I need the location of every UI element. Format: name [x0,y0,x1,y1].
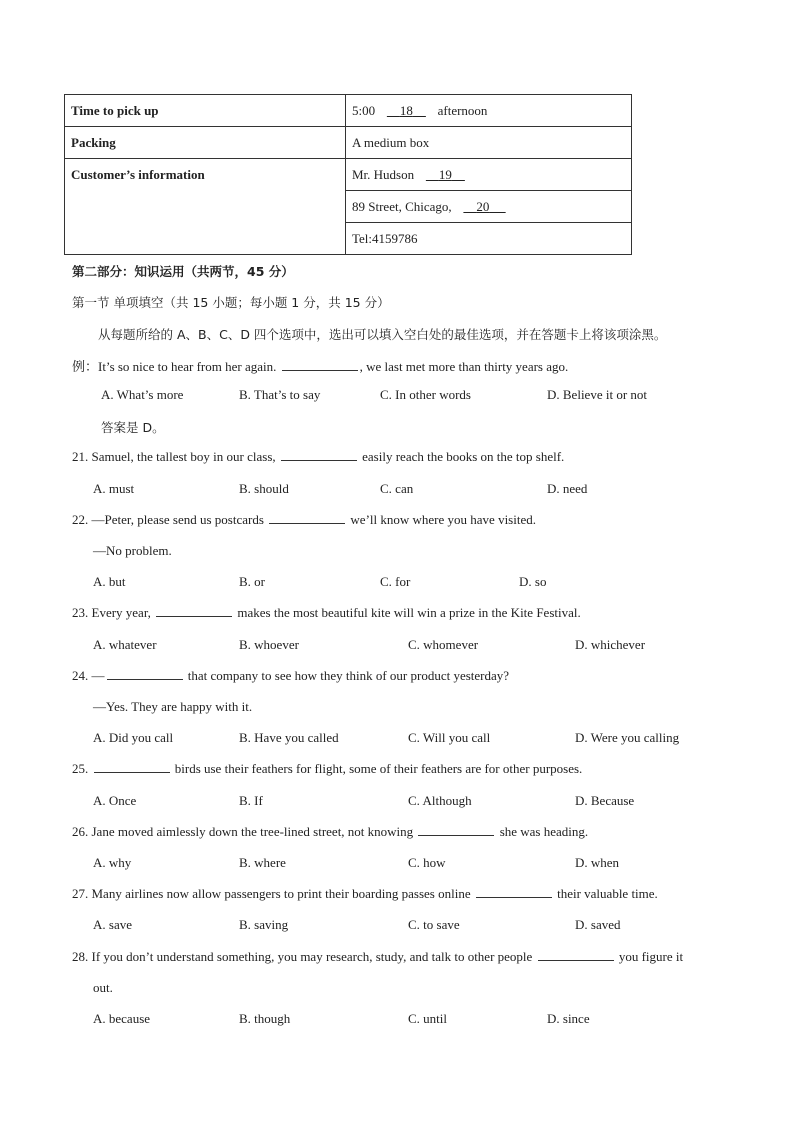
option-d[interactable]: D. Believe it or not [547,387,648,402]
row-value [346,159,632,191]
option-c[interactable]: C. for [380,574,411,589]
question-text-a: Many airlines now allow passengers to print their boarding passes online [91,886,471,901]
example-text-b: , we last met more than thirty years ago. [359,359,569,374]
question-number: 26. [72,824,89,839]
option-a[interactable]: A. What’s more [101,387,184,402]
option-b[interactable]: B. saving [239,917,289,932]
example-text-a: It’s so nice to hear from her again. [98,359,277,374]
option-d[interactable]: D. Because [575,793,635,808]
question-text-b: she was heading. [499,824,589,839]
option-a[interactable]: A. but [93,574,126,589]
question-text-b: that company to see how they think of our product yesterday? [187,668,510,683]
question-text-b: birds use their feathers for flight, some of their feathers are for other purposes. [174,761,583,776]
option-d[interactable]: D. when [575,855,620,870]
question-22 [72,512,536,528]
option-d[interactable]: D. since [547,1011,590,1026]
question-number: 27. [72,886,89,901]
row-label: Time to pick up [65,95,346,127]
row-value: Tel:4159786 [346,223,632,255]
question-25 [72,761,582,777]
option-a[interactable]: A. Once [93,793,137,808]
question-28-cont: out. [93,980,113,995]
question-number: 25. [72,761,89,776]
option-c[interactable]: C. In other words [380,387,471,402]
option-c[interactable]: C. can [380,481,414,496]
question-text-b: we’ll know where you have visited. [350,512,536,527]
row-value [346,95,632,127]
table-row [65,95,632,127]
blank-19: 19 [438,166,452,182]
option-c[interactable]: C. how [408,855,446,870]
option-b[interactable]: B. where [239,855,286,870]
question-26 [72,824,588,840]
question-number: 23. [72,605,89,620]
question-text-b: easily reach the books on the top shelf. [362,449,565,464]
question-text-b: their valuable time. [557,886,658,901]
answer-blank[interactable] [282,359,358,371]
answer-blank[interactable] [107,668,183,680]
option-a[interactable]: A. Did you call [93,730,174,745]
row-label: Packing [65,127,346,159]
question-text-b: makes the most beautiful kite will win a prize in the Kite Festival. [237,605,581,620]
option-a[interactable]: A. why [93,855,132,870]
answer-blank[interactable] [94,761,170,773]
question-number: 24. [72,668,89,683]
row-value [346,191,632,223]
question-27 [72,886,658,902]
row-value: A medium box [346,127,632,159]
customer-name: Mr. Hudson [352,166,415,182]
answer-blank[interactable] [281,449,357,461]
option-a[interactable]: A. must [93,481,135,496]
customer-address: 89 Street, Chicago, [352,198,452,214]
question-text-b: you figure it [618,949,684,964]
question-text-a: Every year, [91,605,151,620]
table-row [65,159,632,191]
blank-18: 18 [399,102,413,118]
option-a[interactable]: A. because [93,1011,151,1026]
option-c[interactable]: C. until [408,1011,448,1026]
answer-blank[interactable] [538,949,614,961]
option-d[interactable]: D. need [547,481,588,496]
option-b[interactable]: B. Have you called [239,730,339,745]
option-b[interactable]: B. though [239,1011,291,1026]
option-d[interactable]: D. whichever [575,637,646,652]
answer-blank[interactable] [476,886,552,898]
question-text-a: —Peter, please send us postcards [91,512,264,527]
option-b[interactable]: B. should [239,481,289,496]
answer-blank[interactable] [269,512,345,524]
time-suffix: afternoon [437,102,488,118]
question-23 [72,605,581,621]
question-text-a: Jane moved aimlessly down the tree-lined street, not knowing [91,824,414,839]
question-24-reply: —Yes. They are happy with it. [93,699,253,714]
section-subtitle: 第一节 单项填空（共 15 小题；每小题 1 分，共 15 分） [72,295,390,310]
question-number: 22. [72,512,89,527]
option-d[interactable]: D. Were you calling [575,730,680,745]
answer-blank[interactable] [156,605,232,617]
question-28 [72,949,683,965]
example-prefix: 例： [72,359,99,374]
option-d[interactable]: D. saved [575,917,621,932]
option-a[interactable]: A. save [93,917,132,932]
question-21 [72,449,564,465]
section-title: 第二部分：知识运用（共两节，45 分） [72,264,294,279]
option-c[interactable]: C. Although [408,793,472,808]
answer-blank[interactable] [418,824,494,836]
question-text-a: — [91,668,105,683]
question-number: 21. [72,449,89,464]
question-22-reply: —No problem. [93,543,172,558]
option-a[interactable]: A. whatever [93,637,157,652]
option-b[interactable]: B. whoever [239,637,299,652]
instructions: 从每题所给的 A、B、C、D 四个选项中，选出可以填入空白处的最佳选项，并在答题卡上将该项涂黑。 [98,327,667,342]
table-row [65,127,632,159]
time-value: 5:00 [352,102,376,118]
option-b[interactable]: B. or [239,574,265,589]
option-c[interactable]: C. whomever [408,637,479,652]
example-stem [72,356,568,375]
question-number: 28. [72,949,89,964]
example-answer: 答案是 D。 [101,420,165,435]
question-text-a: If you don’t understand something, you may research, study, and talk to other people [91,949,533,964]
option-c[interactable]: C. to save [408,917,460,932]
option-b[interactable]: B. If [239,793,263,808]
question-text-a: Samuel, the tallest boy in our class, [91,449,276,464]
question-24 [72,668,509,684]
row-label: Customer’s information [65,159,346,255]
blank-20: 20 [476,198,490,214]
option-d[interactable]: D. so [519,574,547,589]
info-table [64,94,632,255]
option-b[interactable]: B. That’s to say [239,387,321,402]
option-c[interactable]: C. Will you call [408,730,491,745]
